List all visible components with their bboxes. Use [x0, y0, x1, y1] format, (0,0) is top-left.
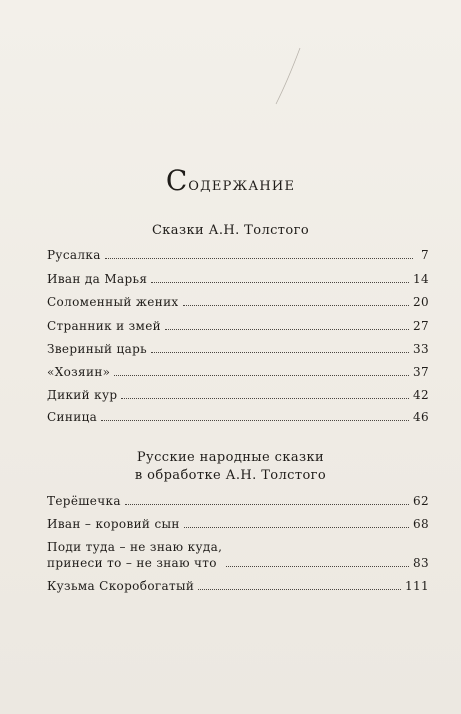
leader-dots [165, 328, 409, 330]
section-heading-line-2: в обработке А.Н. Толстого [134, 468, 327, 483]
toc-entry[interactable] [47, 318, 429, 334]
section-heading-folk-tales [0, 449, 461, 485]
toc-entry-title: Звериный царь [47, 342, 148, 356]
leader-dots [121, 397, 409, 399]
toc-entry-page: 7 [421, 248, 429, 262]
toc-entry-title: Кузьма Скоробогатый [47, 579, 195, 593]
toc-entry-page: 83 [413, 556, 429, 570]
leader-dots [151, 281, 409, 283]
toc-entry-title: «Хозяин» [47, 365, 111, 379]
leader-dots [151, 351, 409, 353]
toc-entry[interactable] [47, 294, 429, 310]
leader-dots [183, 304, 409, 306]
toc-entry[interactable] [47, 247, 429, 263]
toc-entry-title-line-2: принеси то – не знаю что [47, 556, 217, 570]
toc-entry-page: 46 [413, 410, 429, 424]
leader-dots [114, 374, 409, 376]
toc-entry-title: Иван да Марья [47, 272, 148, 286]
toc-entry-page: 33 [413, 342, 429, 356]
toc-entry-page: 20 [413, 295, 429, 309]
section-heading-tolstoy-tales: Сказки А.Н. Толстого [151, 223, 310, 238]
page-title [0, 164, 461, 197]
toc-entry-title [47, 539, 222, 571]
leader-dots [105, 257, 413, 259]
toc-entry-page: 27 [413, 319, 429, 333]
toc-entry[interactable] [47, 271, 429, 287]
toc-entry-title: Дикий кур [47, 388, 118, 402]
toc-entry[interactable] [47, 364, 429, 380]
leader-dots [198, 588, 401, 590]
title-rest: одержание [188, 173, 296, 195]
toc-entry[interactable] [47, 539, 429, 571]
toc-entry[interactable] [47, 493, 429, 509]
leader-dots [101, 419, 409, 421]
toc-entry[interactable] [47, 341, 429, 357]
toc-entry-page: 111 [405, 579, 429, 593]
toc-entry-title: Странник и змей [47, 319, 162, 333]
toc-entry[interactable] [47, 387, 429, 403]
leader-dots [125, 503, 409, 505]
toc-entry-title: Русалка [47, 248, 101, 262]
toc-entry-page: 62 [413, 494, 429, 508]
toc-entry-page: 68 [413, 517, 429, 531]
toc-entry[interactable] [47, 578, 429, 594]
section-heading-line-1: Русские народные сказки [136, 450, 325, 465]
leader-dots [184, 526, 409, 528]
toc-entry-page: 14 [413, 272, 429, 286]
toc-entry[interactable] [47, 409, 429, 425]
toc-entry-title: Терёшечка [47, 494, 121, 508]
toc-entry-title-line-1: Поди туда – не знаю куда, [47, 540, 223, 554]
leader-dots [226, 565, 409, 567]
toc-entry-page: 42 [413, 388, 429, 402]
toc-entry-page: 37 [413, 365, 429, 379]
toc-entry-title: Синица [47, 410, 98, 424]
toc-entry[interactable] [47, 516, 429, 532]
title-initial: С [165, 164, 188, 197]
toc-entry-title: Соломенный жених [47, 295, 179, 309]
toc-entry-title: Иван – коровий сын [47, 517, 180, 531]
